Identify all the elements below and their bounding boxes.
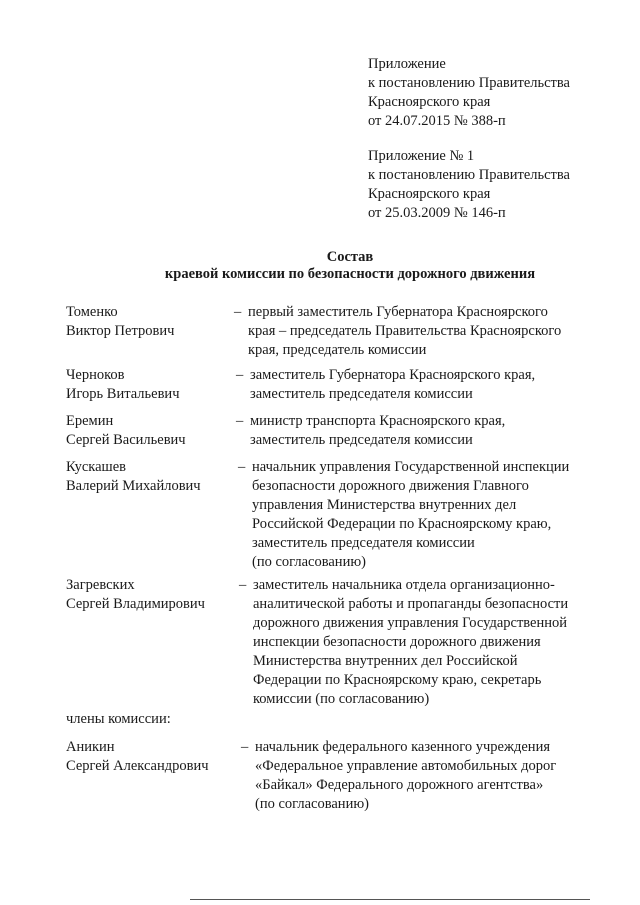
person-name	[66, 366, 180, 404]
person-role	[236, 366, 536, 404]
role-line: управления Министерства внутренних дел	[252, 497, 517, 513]
role-line: «Федеральное управление автомобильных дорог	[255, 758, 557, 774]
role-dash: –	[238, 459, 246, 475]
person-given-name: Игорь Витальевич	[66, 386, 180, 402]
role-line: заместитель председателя комиссии	[250, 432, 473, 448]
appendix-2-line: к постановлению Правительства	[368, 167, 570, 183]
document-title: Состав	[326, 249, 374, 265]
appendix-block-1	[368, 55, 570, 131]
person-name	[66, 458, 201, 496]
appendix-1-line: Приложение	[368, 56, 446, 72]
role-line: заместитель начальника отдела организационно-	[253, 577, 555, 593]
role-line: «Байкал» Федерального дорожного агентства»	[255, 777, 544, 793]
person-role	[241, 738, 557, 814]
role-line: края, председатель комиссии	[248, 342, 427, 358]
person-role	[238, 458, 570, 572]
person-given-name: Сергей Васильевич	[66, 432, 186, 448]
role-line: инспекции безопасности дорожного движения	[253, 634, 541, 650]
role-line: заместитель председателя комиссии	[250, 386, 473, 402]
person-name	[66, 303, 174, 341]
person-surname: Черноков	[66, 367, 125, 383]
role-line: комиссии (по согласованию)	[253, 691, 430, 707]
role-dash: –	[239, 577, 247, 593]
role-dash: –	[236, 367, 244, 383]
person-surname: Еремин	[66, 413, 114, 429]
role-line: Министерства внутренних дел Российской	[253, 653, 518, 669]
person-role	[236, 412, 506, 450]
appendix-2-line: Приложение № 1	[368, 148, 475, 164]
person-name	[66, 576, 205, 614]
person-surname: Томенко	[66, 304, 118, 320]
person-name	[66, 738, 209, 776]
appendix-2-line: Красноярского края	[368, 186, 491, 202]
person-surname: Кускашев	[66, 459, 126, 475]
appendix-2-line: от 25.03.2009 № 146-п	[368, 205, 506, 221]
role-line: министр транспорта Красноярского края,	[250, 413, 506, 429]
person-given-name: Сергей Владимирович	[66, 596, 205, 612]
role-line: безопасности дорожного движения Главного	[252, 478, 529, 494]
appendix-1-line: от 24.07.2015 № 388-п	[368, 113, 506, 129]
document-subtitle: краевой комиссии по безопасности дорожного движения	[164, 266, 536, 282]
role-line: Федерации по Красноярскому краю, секретарь	[253, 672, 542, 688]
role-line: дорожного движения управления Государственной	[253, 615, 568, 631]
role-line: начальник федерального казенного учреждения	[255, 739, 550, 755]
role-line: Российской Федерации по Красноярскому краю,	[252, 516, 552, 532]
appendix-1-line: Красноярского края	[368, 94, 491, 110]
person-name	[66, 412, 186, 450]
role-line: начальник управления Государственной инспекции	[252, 459, 570, 475]
scan-edge-line	[190, 899, 590, 900]
role-line: (по согласованию)	[252, 554, 366, 570]
role-line: заместитель Губернатора Красноярского края,	[250, 367, 536, 383]
members-label: члены комиссии:	[66, 711, 171, 727]
appendix-block-2	[368, 147, 570, 223]
appendix-1-line: к постановлению Правительства	[368, 75, 570, 91]
person-given-name: Виктор Петрович	[66, 323, 175, 339]
role-line: заместитель председателя комиссии	[252, 535, 475, 551]
role-dash: –	[234, 304, 242, 320]
person-surname: Аникин	[66, 739, 115, 755]
person-surname: Загревских	[66, 577, 135, 593]
person-role	[234, 303, 562, 360]
role-line: (по согласованию)	[255, 796, 369, 812]
role-dash: –	[236, 413, 244, 429]
role-line: аналитической работы и пропаганды безопасности	[253, 596, 569, 612]
role-line: первый заместитель Губернатора Красноярского	[248, 304, 548, 320]
person-role	[239, 576, 569, 709]
person-given-name: Сергей Александрович	[66, 758, 209, 774]
role-line: края – председатель Правительства Красноярского	[248, 323, 562, 339]
person-given-name: Валерий Михайлович	[66, 478, 201, 494]
role-dash: –	[241, 739, 249, 755]
